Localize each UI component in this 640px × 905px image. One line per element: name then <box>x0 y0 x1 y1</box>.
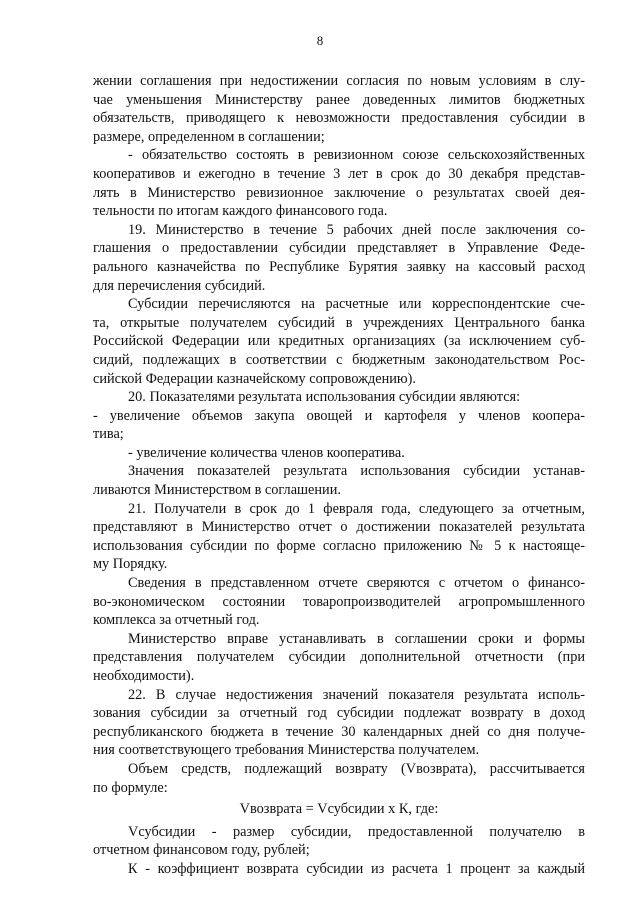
text-line: сийской Федерации казначейскому сопровождению). <box>93 370 416 387</box>
text-line: тельности по итогам каждого финансового года. <box>93 203 388 220</box>
document-body <box>93 72 585 879</box>
text-line: К - коэффициент возврата субсидии из расчета 1 процент за каждый <box>128 860 585 877</box>
text-line: тива; <box>93 426 124 443</box>
text-line: республиканского бюджета в течение 30 календарных дней со дня получе- <box>93 723 585 740</box>
text-line: кооперативов и ежегодно в течение 3 лет в срок до 30 декабря представ- <box>93 165 585 182</box>
text-line: та, открытые получателем субсидий в учреждениях Центрального банка <box>93 314 585 331</box>
text-line: чае уменьшения Министерству ранее доведенных лимитов бюджетных <box>93 91 585 108</box>
page-number: 8 <box>316 33 324 48</box>
text-line: Субсидии перечисляются на расчетные или корреспондентские сче- <box>128 296 585 313</box>
text-line: для перечисления субсидий. <box>93 277 266 294</box>
text-line: рального казначейства по Республике Бурятия заявку на кассовый расход <box>93 258 585 275</box>
text-line: комплекса за отчетный год. <box>93 612 260 629</box>
text-line: Министерство вправе устанавливать в соглашении сроки и формы <box>128 630 585 647</box>
text-line: необходимости). <box>93 668 195 684</box>
text-line: жении соглашения при недостижении согласия по новым условиям в слу- <box>93 73 585 89</box>
text-line: зования субсидии за отчетный год субсидии подлежат возврату в доход <box>93 705 585 722</box>
text-line: 21. Получатели в срок до 1 февраля года, следующего за отчетным, <box>128 500 585 517</box>
text-line: Объем средств, подлежащий возврату (Vвозврата), рассчитывается <box>128 760 585 777</box>
text-line: - увеличение объемов закупа овощей и картофеля у членов коопера- <box>93 407 585 424</box>
text-line: глашения о предоставлении субсидии представляет в Управление Феде- <box>93 240 585 257</box>
text-line: сидий, подлежащих в соответствии с бюджетным законодательством Рос- <box>93 351 585 368</box>
text-line: Российской Федерации или кредитных организациях (за исключением суб- <box>93 333 585 350</box>
formula-line: Vвозврата = Vсубсидии х К, где: <box>239 801 439 818</box>
text-line: отчетном финансовом году, рублей; <box>93 842 310 859</box>
text-line: представления получателем субсидии дополнительной отчетности (при <box>93 649 585 666</box>
text-line: ния соответствующего требования Министерства получателем. <box>93 742 480 759</box>
text-line: по формуле: <box>93 779 168 796</box>
text-line: - обязательство состоять в ревизионном союзе сельскохозяйственных <box>128 147 585 164</box>
text-line: Сведения в представленном отчете сверяются с отчетом о финансо- <box>128 575 585 592</box>
text-line: - увеличение количества членов кооператива. <box>128 444 405 461</box>
text-line: ливаются Министерством в соглашении. <box>93 482 341 499</box>
text-line: размере, определенном в соглашении; <box>93 128 325 145</box>
text-line: Значения показателей результата использования субсидии устанав- <box>128 463 585 480</box>
text-line: обязательств, приводящего к невозможности предоставления субсидии в <box>93 110 585 127</box>
text-line: 20. Показателями результата использования субсидии являются: <box>128 389 521 406</box>
text-line: Vсубсидии - размер субсидии, предоставленной получателю в <box>128 823 585 840</box>
text-line: во-экономическом состоянии товаропроизводителей агропромышленного <box>93 593 585 610</box>
text-line: 22. В случае недостижения значений показателя результата исполь- <box>128 686 585 703</box>
text-line: использования субсидии по форме согласно приложению № 5 к настояще- <box>93 537 585 554</box>
text-line: му Порядку. <box>93 556 168 573</box>
text-line: 19. Министерство в течение 5 рабочих дней после заключения со- <box>128 221 585 238</box>
text-line: лять в Министерство ревизионное заключение о результатах своей дея- <box>93 184 585 201</box>
text-line: представляют в Министерство отчет о достижении показателей результата <box>93 519 585 536</box>
